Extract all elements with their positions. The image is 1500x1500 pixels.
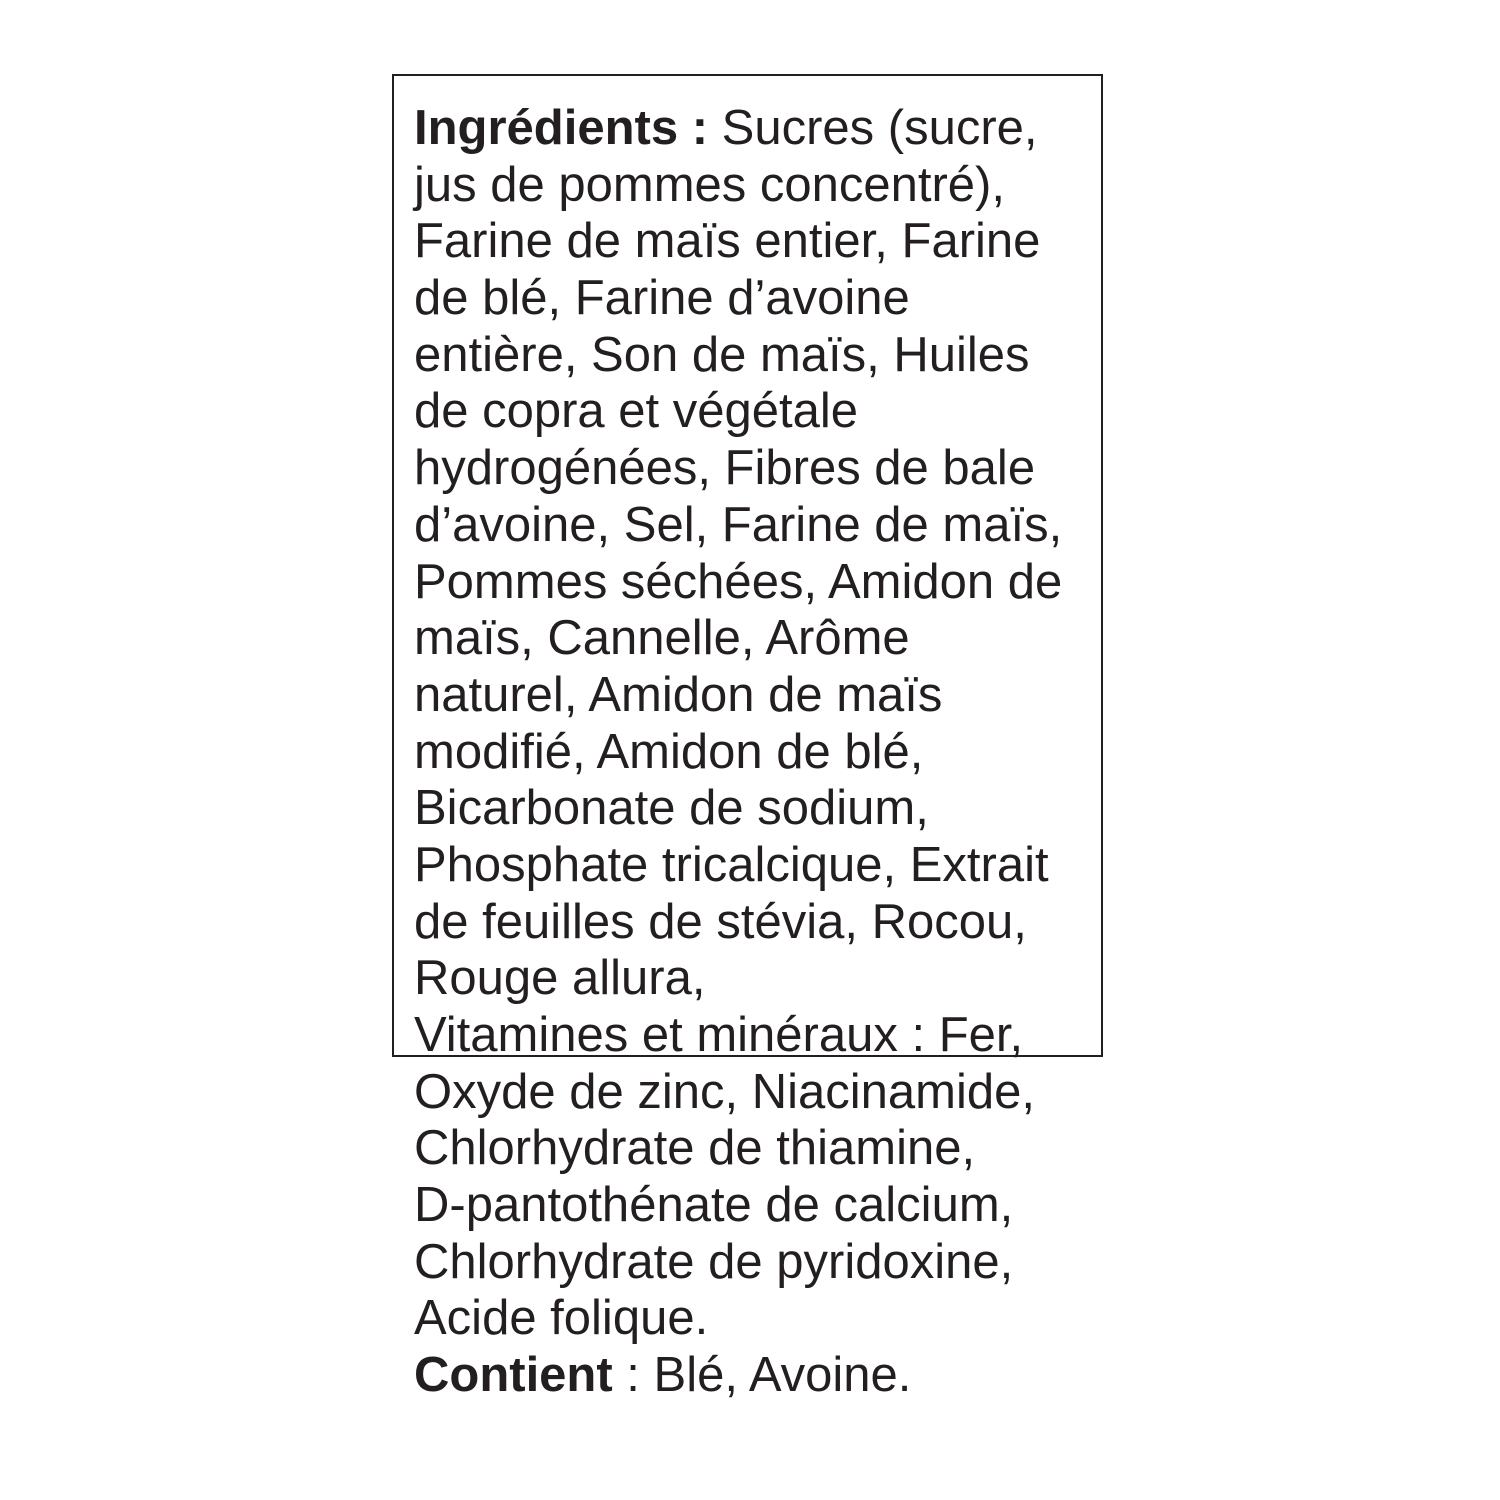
ingredients-line: jus de pommes concentré), [414,157,1005,212]
ingredients-line: hydrogénées, Fibres de bale [414,441,1036,496]
ingredients-label-box [392,74,1103,1403]
vitamins-line: Oxyde de zinc, Niacinamide, [414,1064,1035,1119]
ingredients-line: de blé, Farine d’avoine [414,271,910,326]
vitamins-line: D-pantothénate de calcium, [414,1178,1014,1233]
ingredients-line: entière, Son de maïs, Huiles [414,327,1030,382]
ingredients-line: de copra et végétale [414,384,859,439]
ingredients-line: de feuilles de stévia, Rocou, [414,894,1027,949]
ingredients-line: Phosphate tricalcique, Extrait [414,837,1049,892]
vitamins-line: Vitamines et minéraux : Fer, [414,1008,1024,1062]
ingredients-line: Bicarbonate de sodium, [414,781,929,836]
ingredients-line [414,100,1062,157]
ingredients-line: maïs, Cannelle, Arôme [414,611,910,666]
ingredients-line: Rouge allura, [414,951,706,1006]
vitamins-line: Acide folique. [414,1291,709,1346]
ingredients-text: Sucres (sucre, [708,101,1038,155]
vitamins-line: Chlorhydrate de thiamine, [414,1121,976,1176]
ingredients-heading: Ingrédients : [414,101,709,155]
ingredients-line: d’avoine, Sel, Farine de maïs, [414,497,1063,552]
ingredients-text-block [414,100,1062,1404]
ingredients-line: naturel, Amidon de maïs [414,667,943,722]
ingredients-line: Farine de maïs entier, Farine [414,214,1041,269]
ingredients-line: modifié, Amidon de blé, [414,724,924,779]
contains-heading: Contient [414,1348,613,1403]
vitamins-line: Chlorhydrate de pyridoxine, [414,1234,1014,1289]
contains-text: : Blé, Avoine. [612,1348,912,1403]
ingredients-line: Pommes séchées, Amidon de [414,554,1063,609]
contains-line [414,1347,1062,1404]
